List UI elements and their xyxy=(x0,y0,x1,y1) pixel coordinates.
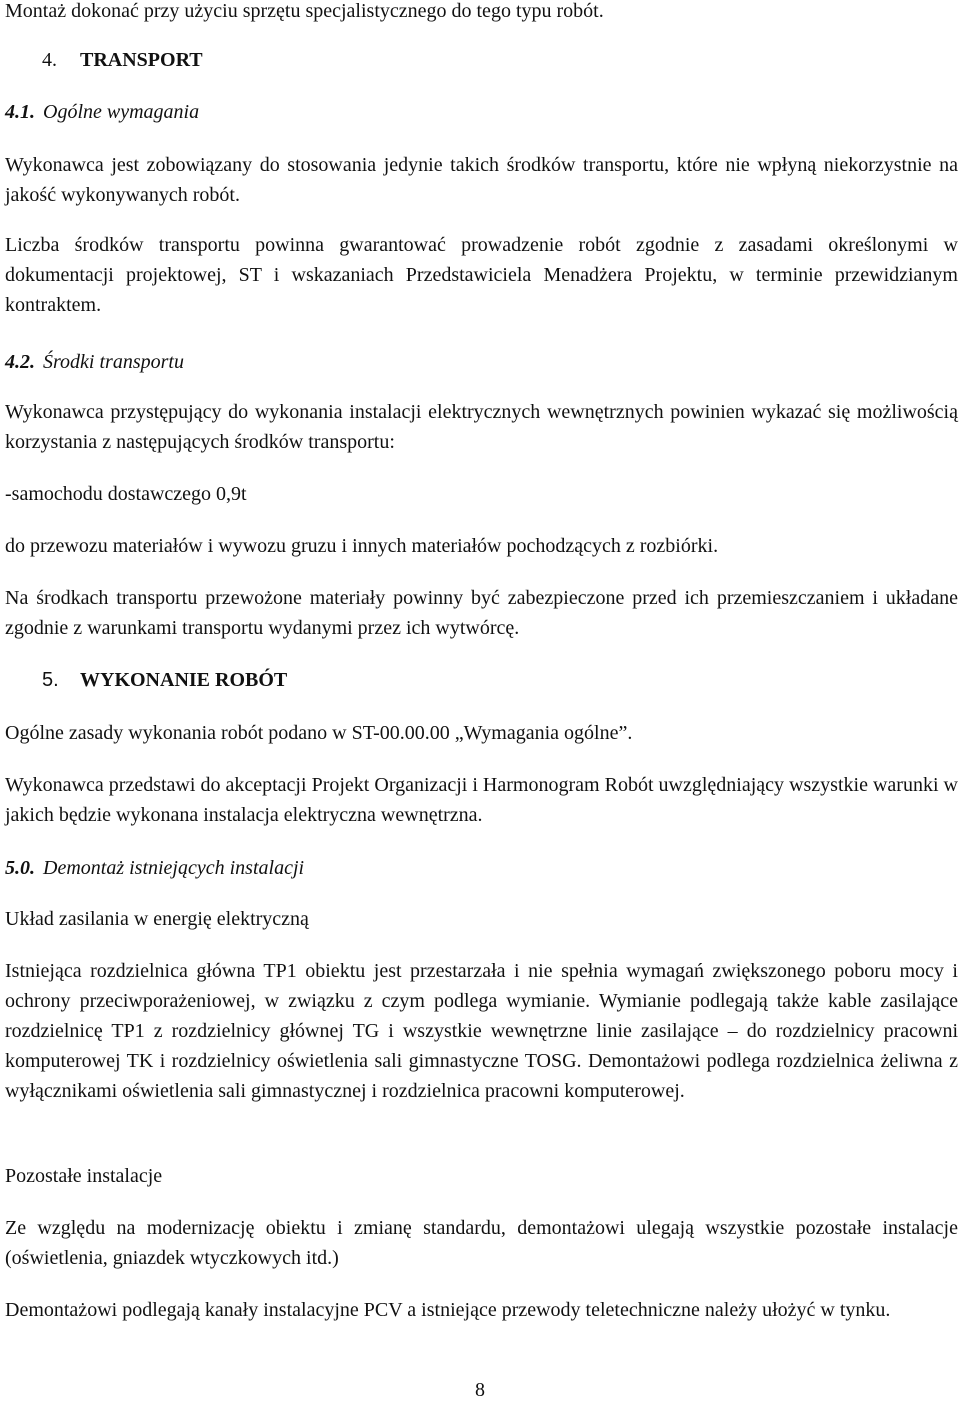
section-4-title: TRANSPORT xyxy=(80,49,203,71)
section-4-1-title: Ogólne wymagania xyxy=(43,101,200,123)
other-installations-paragraph-2: Demontażowi podlegają kanały instalacyjne PCV a istniejące przewody teletechniczne należy ułożyć w tynku. xyxy=(5,1299,891,1321)
section-4-2-paragraph-1: Wykonawca przystępujący do wykonania instalacji elektrycznych wewnętrznych powinien wykazać się możliwością korzystania z następujących środków transportu: xyxy=(5,401,958,453)
other-installations-paragraph-1: Ze względu na modernizację obiektu i zmianę standardu, demontażowi ulegają wszystkie pozostałe instalacje (oświetlenia, gniazdek wtyczkowych itd.) xyxy=(5,1217,958,1269)
section-4-2-heading xyxy=(5,347,184,377)
power-supply-paragraph: Istniejąca rozdzielnica główna TP1 obiektu jest przestarzała i nie spełnia wymagań zwiększonego poboru mocy i ochrony przeciwporażeniowej, w związku z czym podlega wymianie. Wymianie podlegają także kable zasilające rozdzielnicę TP1 z rozdzielnicy głównej TG i wszystkie wewnętrzne linie zasilające – do rozdzielnicy pracowni komputerowej TK i rozdzielnicy oświetlenia sali gimnastyczne TOSG. Demontażowi podlega rozdzielnica żeliwna z wyłącznikami oświetlenia sali gimnastycznej i rozdzielnica pracowni komputerowej. xyxy=(5,960,958,1102)
section-4-1-heading xyxy=(5,97,199,127)
section-4-1-number: 4.1. xyxy=(5,101,35,123)
section-4-2-list-item: -samochodu dostawczego 0,9t xyxy=(5,483,247,505)
page-number: 8 xyxy=(475,1379,485,1401)
section-5-paragraph-1: Ogólne zasady wykonania robót podano w ST-00.00.00 „Wymagania ogólne”. xyxy=(5,722,633,744)
section-4-2-title: Środki transportu xyxy=(43,351,184,373)
section-4-2-paragraph-3: Na środkach transportu przewożone materiały powinny być zabezpieczone przed ich przemieszczaniem i układane zgodnie z warunkami transportu wydanymi przez ich wytwórcę. xyxy=(5,587,958,639)
power-supply-heading: Układ zasilania w energię elektryczną xyxy=(5,908,309,930)
section-5-paragraph-2: Wykonawca przedstawi do akceptacji Projekt Organizacji i Harmonogram Robót uwzględniający wszystkie warunki w jakich będzie wykonana instalacja elektryczna wewnętrzna. xyxy=(5,774,958,826)
section-5-heading xyxy=(42,665,287,695)
section-4-2-paragraph-2: do przewozu materiałów i wywozu gruzu i innych materiałów pochodzących z rozbiórki. xyxy=(5,535,719,557)
section-4-number: 4. xyxy=(42,49,57,71)
section-4-2-number: 4.2. xyxy=(5,351,35,373)
section-5-0-heading xyxy=(5,853,304,883)
other-installations-heading: Pozostałe instalacje xyxy=(5,1165,163,1187)
section-5-number: 5. xyxy=(42,669,59,691)
section-4-1-paragraph-1: Wykonawca jest zobowiązany do stosowania jedynie takich środków transportu, które nie wpłyną niekorzystnie na jakość wykonywanych robót. xyxy=(5,154,958,206)
intro-line: Montaż dokonać przy użyciu sprzętu specjalistycznego do tego typu robót. xyxy=(5,0,604,22)
section-5-0-title: Demontaż istniejących instalacji xyxy=(43,857,305,879)
section-4-1-paragraph-2: Liczba środków transportu powinna gwarantować prowadzenie robót zgodnie z zasadami określonymi w dokumentacji projektowej, ST i wskazaniach Przedstawiciela Menadżera Projektu, w terminie przewidzianym kontraktem. xyxy=(5,234,958,316)
section-5-0-number: 5.0. xyxy=(5,857,35,879)
section-4-heading xyxy=(42,45,203,75)
section-5-title: WYKONANIE ROBÓT xyxy=(80,669,288,691)
